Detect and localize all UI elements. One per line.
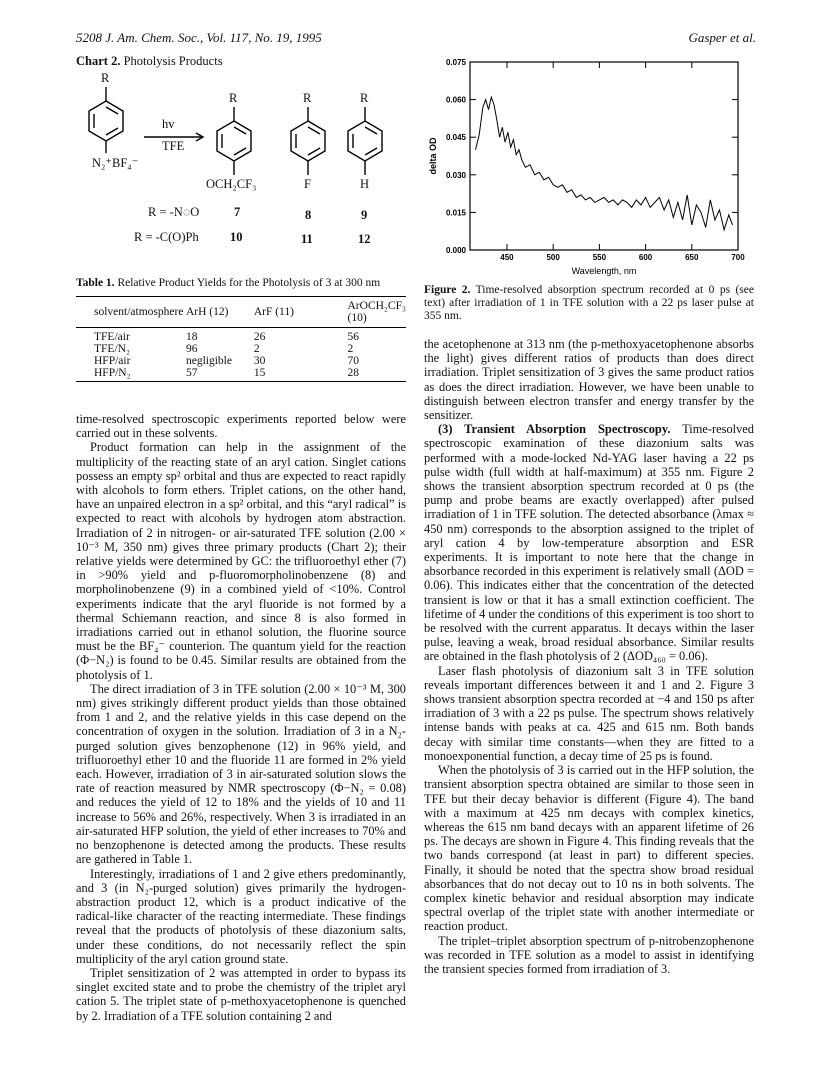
table-row (76, 343, 406, 355)
y-tick-label: 0.030 (445, 170, 466, 180)
x-tick-label: 500 (546, 253, 560, 262)
col-header-ether: ArOCH₂CF₃ (10) (326, 297, 407, 328)
table-cell: 96 (185, 343, 198, 355)
y-tick-label: 0.045 (445, 133, 466, 143)
x-tick-label: 550 (592, 253, 607, 262)
paragraph: Triplet sensitization of 2 was attempted in order to bypass its singlet excited state and to probe the chemistry of the triplet aryl cation 5. The triplet state of p-methoxyacetophenone is quenched by 2. Irradiation of a TFE solution containing 2 and (76, 965, 406, 1023)
compound-12: 12 (358, 232, 371, 246)
right-body-text (424, 337, 754, 976)
table-cell: negligible (185, 355, 232, 367)
reactant-r-label: R (101, 71, 110, 85)
table-cell: 26 (253, 331, 266, 343)
table-cell: 2 (253, 343, 260, 355)
paragraph: The direct irradiation of 3 in TFE solution (2.00 × 10⁻³ M, 300 nm) gives strikingly different product yields than those obtained from 1 and 2, and the relative yields in this case depend on the concentration of oxygen in the solution. Irradiation of 3 in a N₂-purged solution gives benzophenone (12) in 96% yield, and trifluoroethyl ether 10 and the fluoride 11 are formed in 2% yield each. However, irradiation of 3 in air-saturated solution slows the rate of reaction measured by NMR spectroscopy (Φ−N₂ = 0.08) and reduces the yield of 12 to 18% and the yields of 10 and 11 increase to 56% and 26%, respectively. When 3 is irradiated in an air-saturated HFP solution, the yield of ether increases to 70% and no benzophenone is detected among the products. These results are gathered in Table 1. (76, 681, 406, 867)
chart2-label: Chart 2. (76, 54, 121, 68)
x-axis-label: Wavelength, nm (571, 266, 637, 276)
table-cell: HFP/air (94, 355, 131, 367)
paragraph-section-3 (424, 422, 754, 663)
left-body-text (76, 412, 406, 1023)
table-cell: 18 (185, 331, 198, 343)
reactant-ring (89, 87, 123, 153)
table-cell: 70 (347, 355, 359, 367)
compound-8: 8 (305, 208, 312, 222)
paragraph: the acetophenone at 313 nm (the p-methoxyacetophenone absorbs the light) gives different ratios of products than does direct irradiation. Triplet sensitization of 3 gives the same product ratios as does the direct irradiation. However, we have been unable to distinguish between electron transfer and energy transfer by the sensitizer. (424, 337, 754, 423)
r-definition-benzoyl: R = -C(O)Ph (134, 230, 199, 244)
x-tick-label: 700 (731, 253, 745, 262)
table-row (76, 367, 406, 382)
product2-r-label: R (303, 91, 312, 105)
compound-10: 10 (230, 230, 243, 244)
y-tick-label: 0.015 (445, 208, 466, 218)
table-cell: TFE/air (94, 331, 130, 343)
product1-r-label: R (229, 91, 238, 105)
right-column (424, 54, 754, 976)
x-tick-label: 450 (500, 253, 514, 262)
left-column (76, 54, 406, 1023)
paragraph-text: Time-resolved spectroscopic examination of these diazonium salts was performed with a mode-locked Nd-YAG laser having a 22 ps pulse width (full width at half-maximum) at 355 nm. Figure 2 shows the transient absorption spectrum recorded at 0 ps (the pump and probe beams are exactly overlapped) after pulsed irradiation of 1 in TFE solution. The detected absorbance (λmax ≈ 450 nm) corresponds to the absorption assigned to the triplet of aryl cation 4 by low-temperature absorption and ESR experiments. It is important to note here that the change in absorbance recorded in this experiment is relatively small (ΔOD = 0.06). This indicates either that the concentration of the detected transient is low or that it has a small extinction coefficient. The lifetime of 4 under the conditions of this experiment is too short to be resolved with the current apparatus. It decays within the laser pulse, leaving a weak, broad residual absorbance. Similar results are obtained in the flash photolysis of 2 (ΔOD₄₆₀ = 0.06). (424, 422, 754, 664)
table1-label: Table 1. (76, 277, 115, 289)
product-ring-3 (348, 107, 382, 175)
hv-label: hv (162, 117, 175, 131)
table-row (76, 355, 406, 367)
product-ring-1 (217, 107, 251, 175)
table-cell: TFE/N₂ (94, 343, 130, 355)
photolysis-scheme (76, 71, 406, 267)
product1-substituent: OCH₂CF₃ (206, 177, 257, 191)
col-header-arh: ArH (12) (186, 297, 254, 328)
section-heading: (3) Transient Absorption Spectroscopy. (438, 422, 671, 437)
table-cell: HFP/N₂ (76, 367, 186, 382)
product-ring-2 (291, 107, 325, 175)
product3-substituent: H (360, 177, 370, 191)
chart2-title-text: Photolysis Products (123, 54, 223, 68)
figure2-caption (424, 284, 754, 323)
table-cell: 57 (186, 367, 254, 382)
compound-7: 7 (234, 205, 241, 219)
reactant-substituent: N₂⁺BF₄⁻ (92, 156, 139, 170)
absorption-spectrum-chart (424, 54, 754, 280)
product2-substituent: F (304, 177, 311, 191)
table-cell: 56 (347, 331, 359, 343)
product3-r-label: R (360, 91, 369, 105)
figure2-graph (424, 54, 754, 280)
compound-11: 11 (301, 232, 313, 246)
solvent-label: TFE (162, 139, 185, 153)
table-cell: 15 (254, 367, 326, 382)
col-header-solvent: solvent/atmosphere (76, 297, 186, 328)
x-tick-label: 650 (685, 253, 699, 262)
table-cell: 2 (347, 343, 354, 355)
x-tick-label: 600 (638, 253, 653, 262)
y-tick-label: 0.060 (445, 95, 466, 105)
paragraph: time-resolved spectroscopic experiments reported below were carried out in these solvents. (76, 412, 406, 441)
figure2-caption-text: Time-resolved absorption spectrum recorded at 0 ps (see text) after irradiation of 1 in TFE solution with a 22 ps laser pulse at 355 nm. (424, 284, 754, 322)
paragraph: When the photolysis of 3 is carried out in the HFP solution, the transient absorption spectra obtained are similar to those seen in TFE but their decay behavior is different (Figure 4). The band with a maximum at 425 nm decays with complex kinetics, whereas the 615 nm band decays with an apparent lifetime of 26 ps. The decays are shown in Figure 4. This finding reveals that the two bands correspond (at least in part) to different species. Finally, it should be noted that the spectra show broad residual absorbances that do not decay out to 10 ns in both solvents. The complex kinetic behavior and residual absorption may indicate spectral overlap of the triplet state with another intermediate or reaction product. (424, 763, 754, 934)
journal-citation: 5208 J. Am. Chem. Soc., Vol. 117, No. 19, 1995 (76, 30, 322, 45)
y-tick-label: 0.000 (445, 246, 466, 255)
paragraph: Product formation can help in the assignment of the multiplicity of the reacting state of an aryl cation. Singlet cations possess an empty sp² orbital and thus are expected to react rapidly with alcohols to form ethers. Triplet cations, on the other hand, have an unpaired electron in a sp² orbital, and this “aryl radical” is expected to react with alcohols by hydrogen atom abstraction. Irradiation of 2 in nitrogen- or air-saturated TFE solution (2.00 × 10⁻³ M, 350 nm) gives three primary products (Chart 2); their relative yields were determined by GC: the trifluoroethyl ether (7) in >90% yield and p-fluoromorpholinobenzene (8) and morpholinobenzene (9) in a combined yield of <10%. Control experiments indicate that the aryl fluoride is not formed by a thermal Schiemann reaction, and since 8 is also formed in irradiations carried out in ethanol solution, the fluorine source must be the BF₄⁻ counterion. The quantum yield for the reaction (Φ−N₂) is found to be 0.45. Similar results are obtained from the photolysis of 1. (76, 440, 406, 682)
compound-9: 9 (361, 208, 368, 222)
figure2-label: Figure 2. (424, 284, 471, 296)
product-yields-table (76, 296, 406, 382)
paragraph: Interestingly, irradiations of 1 and 2 give ethers predominantly, and 3 (in N₂-purged solution) gives primarily the hydrogen-abstraction product 12, which is a product indicative of the radical-like character of the reacting intermediate. These findings reveal that the products of photolysis of these diazonium salts, under these conditions, do not necessarily reflect the spin multiplicity of the aryl cation ground state. (76, 866, 406, 966)
chart2-title (76, 54, 406, 69)
table-cell: 28 (326, 367, 407, 382)
author-running-head: Gasper et al. (688, 30, 756, 45)
y-tick-label: 0.075 (445, 58, 466, 67)
col-header-arf: ArF (11) (254, 297, 326, 328)
table1-caption (76, 277, 406, 290)
table1-caption-text: Relative Product Yields for the Photolysis of 3 at 300 nm (117, 277, 381, 289)
table-row (76, 328, 406, 344)
r-definition-morpholino: R = -N◌O (148, 205, 200, 219)
table-cell: 30 (253, 355, 266, 367)
plot-frame (470, 62, 738, 250)
running-header (76, 30, 756, 48)
table-header-row (76, 297, 406, 328)
paragraph: The triplet–triplet absorption spectrum of p-nitrobenzophenone was recorded in TFE solution as a model to assist in identifying the transient species formed from irradiation of 3. (424, 933, 754, 976)
paragraph: Laser flash photolysis of diazonium salt 3 in TFE solution reveals important differences between it and 1 and 2. Figure 3 shows transient absorption spectra recorded at −4 and 150 ps after irradiation of 3 with a 22 ps pulse. The spectrum shows relatively intense bands with peaks at ca. 425 and 615 nm. Both bands decay with similar time constants—when they are fitted to a monoexponential function, a decay time of 25 ps is found. (424, 663, 754, 763)
spectrum-line-0 (476, 97, 733, 230)
y-axis-label: delta OD (428, 137, 438, 175)
